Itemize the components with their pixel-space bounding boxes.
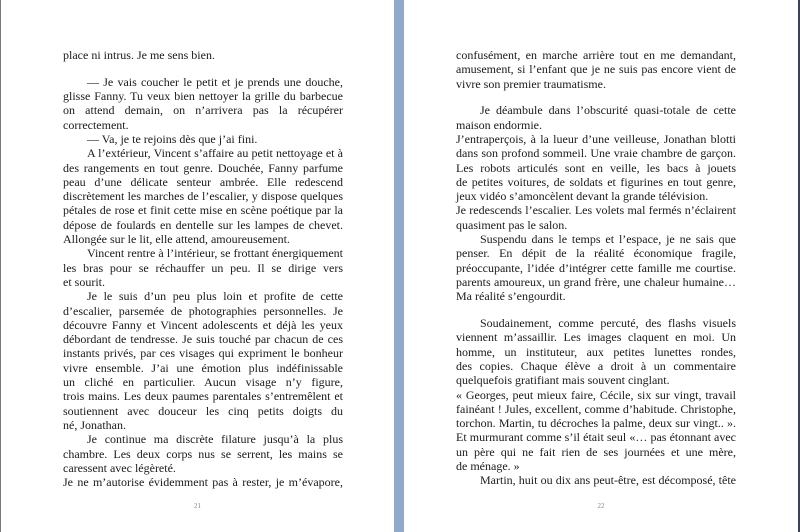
text-line: soutiennent avec douceur les cinq petits doigts du xyxy=(63,403,343,418)
text-line: Soudainement, comme percuté, des flashs visuels xyxy=(480,316,736,331)
text-line: préoccupante, l’idée d’intégrer cette famille me courtise. xyxy=(456,260,736,275)
text-line: quasiment pas le salon. xyxy=(456,217,568,232)
text-line: dans son profond sommeil. Une vraie chambre de garçon. xyxy=(456,146,736,161)
text-line: torchon. Martin, tu décroches la palme, deux sur vingt.. ». xyxy=(456,416,736,431)
text-line: d’escalier, parsemée de photographies personnelles. Je xyxy=(63,303,343,318)
text-line: correctement. xyxy=(63,117,129,132)
text-line: homme, un instituteur, aux petites lunettes rondes, xyxy=(456,344,736,359)
text-line: penser. En dépit de la réalité économique fragile, xyxy=(456,246,736,261)
text-line: place ni intrus. Je me sens bien. xyxy=(63,48,215,62)
text-line: fainéant ! Jules, excellent, comme d’habitude. Christophe, xyxy=(456,401,736,416)
text-line: confusément, en marche arrière tout en me demandant, xyxy=(456,48,736,62)
text-line: Et murmurant comme s’il était seul «… pas étonnant avec xyxy=(456,430,736,445)
document-page-left[interactable] xyxy=(0,0,394,532)
text-line: Allongée sur le lit, elle attend, amoureusement. xyxy=(63,232,290,247)
page-body-text[interactable] xyxy=(456,48,736,488)
text-line: de petites voitures, de soldats et figurines en tout genre, xyxy=(456,174,736,189)
text-line: instants privés, par ces visages qui expriment le bonheur xyxy=(63,346,343,361)
text-line: parents amoureux, un grand frère, une chaleur humaine… xyxy=(456,274,736,289)
text-line: chambre. Les deux corps nus se serrent, les mains se xyxy=(63,446,343,461)
document-page-right[interactable] xyxy=(404,0,800,532)
text-line: Je le suis d’un peu plus loin et profite de cette xyxy=(87,289,343,304)
page-number: 21 xyxy=(194,502,201,510)
text-line: trois mains. Les deux paumes parentales s’entremêlent et xyxy=(63,389,343,404)
text-line: Je redescends l’escalier. Les volets mal fermés n’éclairent xyxy=(456,203,736,218)
text-line: Martin, huit ou dix ans peut-être, est décomposé, tête xyxy=(480,473,736,488)
text-line: débordant de tendresse. Je suis touché par chacun de ces xyxy=(63,332,343,347)
text-line: un père qui ne fait rien de ses journées et une mère, xyxy=(456,444,736,459)
text-line: Suspendu dans le temps et l’espace, je ne sais que xyxy=(480,232,736,247)
text-line: et sourit. xyxy=(63,274,105,289)
text-line: des rangements en tout genre. Douchée, Fanny parfume xyxy=(63,160,343,175)
text-line: quelquefois gratifiant mais souvent cinglant. xyxy=(456,373,670,388)
text-line: Je ne m’autorise évidemment pas à rester, je m’évapore, xyxy=(63,475,343,490)
text-line: des copies. Chaque élève a droit à un commentaire xyxy=(456,358,736,373)
text-line: amusement, si l’enfant que je ne suis pas encore vient de xyxy=(456,62,736,77)
text-line: découvre Fanny et Vincent adolescents et déjà les yeux xyxy=(63,317,343,332)
text-line: J’entraperçois, à la lueur d’une veilleuse, Jonathan blotti xyxy=(456,131,736,146)
text-line: les bras pour se réchauffer un peu. Il se dirige vers xyxy=(63,260,343,275)
text-line: un cliché en particulier. Aucun visage n’y figure, xyxy=(63,375,343,390)
text-line: dépose de foulards en dentelle sur les lampes de chevet. xyxy=(63,217,343,232)
text-line: pétales de rose et finit cette mise en scène poétique par la xyxy=(63,203,343,218)
text-line: — Va, je te rejoins dès que j’ai fini. xyxy=(87,131,258,146)
text-line: Ma réalité s’engourdit. xyxy=(456,289,566,304)
text-line: vivre son premier traumatisme. xyxy=(456,76,606,91)
text-line: discrètement les marches de l’escalier, y dispose quelques xyxy=(63,189,343,204)
text-line: viennent m’assaillir. Les images claquent en moi. Un xyxy=(456,330,736,345)
text-line: Je continue ma discrète filature jusqu’à la plus xyxy=(87,432,343,447)
text-line: on attend demain, on n’arrivera pas la récupérer xyxy=(63,103,343,118)
text-line: vivre ensemble. J’ai une émotion plus indéfinissable xyxy=(63,360,343,375)
page-body-text[interactable] xyxy=(63,48,343,489)
text-line: « Georges, peut mieux faire, Cécile, six sur vingt, travail xyxy=(456,387,736,402)
text-line: A l’extérieur, Vincent s’affaire au petit nettoyage et à xyxy=(87,146,343,161)
text-line: glisse Fanny. Tu veux bien nettoyer la grille du barbecue xyxy=(63,89,343,104)
text-line: de ménage. » xyxy=(456,459,520,474)
text-line: Vincent rentre à l’intérieur, se frottant énergiquement xyxy=(87,246,343,261)
page-number: 22 xyxy=(597,502,605,510)
text-line: né, Jonathan. xyxy=(63,417,126,432)
text-line: Je déambule dans l’obscurité quasi-totale de cette xyxy=(480,103,736,118)
text-line: caressent avec légèreté. xyxy=(63,460,176,475)
text-line: — Je vais coucher le petit et je prends une douche, xyxy=(87,74,343,89)
text-line: jeux vidéo s’amoncèlent devant la grande télévision. xyxy=(456,189,709,204)
text-line: maison endormie. xyxy=(456,117,542,132)
text-line: peau d’une délicate senteur ambrée. Elle redescend xyxy=(63,174,343,189)
text-line: Les robots articulés sont en veille, les bacs à jouets xyxy=(456,160,736,175)
